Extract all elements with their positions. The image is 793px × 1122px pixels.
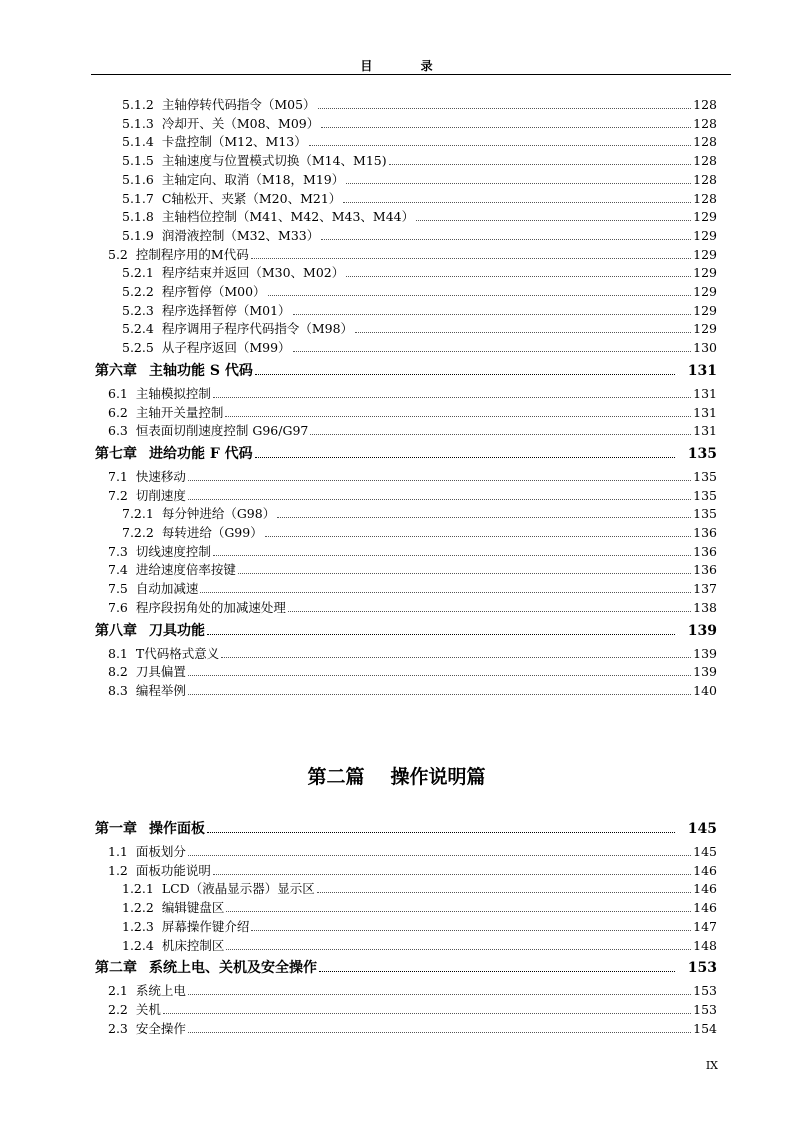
toc-entry-page: 128 (693, 190, 717, 206)
toc-entry-title: 程序结束并返回（M30、M02） (161, 265, 345, 281)
toc-entry-number: 5.1.2 (122, 97, 154, 112)
toc-leader-dots (255, 456, 675, 458)
toc-leader-dots (213, 873, 691, 875)
toc-entry-number: 5.2.4 (122, 321, 154, 337)
toc-leader-dots (321, 126, 691, 128)
toc-entry-title: 恒表面切削速度控制 G96/G97 (135, 423, 309, 439)
toc-entry-row[interactable] (108, 661, 717, 680)
header-rule (91, 74, 731, 75)
toc-leader-dots (346, 182, 691, 184)
toc-leader-dots (213, 396, 691, 398)
toc-entry-row[interactable] (108, 841, 717, 860)
toc-entry-title: 程序暂停（M00） (161, 284, 266, 299)
toc-entry-number: 7.5 (108, 581, 128, 597)
toc-entry-title: 程序段拐角处的加减速处理 (135, 599, 286, 615)
toc-entry-page: 135 (693, 506, 717, 522)
toc-entry-title: 每转进给（G99） (161, 525, 263, 540)
toc-entry-title: 进给速度倍率按键 (135, 562, 236, 578)
toc-leader-dots (188, 498, 691, 500)
toc-entry-page: 131 (687, 362, 717, 379)
toc-entry-page: 139 (693, 664, 717, 680)
toc-entry-title: 切削速度 (135, 487, 186, 503)
toc-entry-page: 153 (687, 960, 717, 977)
toc-entry-number: 7.2 (108, 487, 128, 503)
toc-entry-title: 每分钟进给（G98） (161, 506, 276, 522)
toc-leader-dots (309, 144, 691, 146)
toc-leader-dots (188, 693, 691, 695)
toc-entry-title: 主轴功能 S 代码 (149, 362, 253, 379)
toc-leader-dots (318, 107, 691, 109)
toc-entry-number: 5.1.4 (122, 134, 154, 150)
toc-entry-row[interactable] (122, 225, 717, 244)
toc-leader-dots (251, 257, 691, 259)
toc-entry-title: 屏幕操作键介绍 (161, 918, 250, 934)
toc-entry-number: 2.2 (108, 1001, 128, 1017)
toc-entry-number: 第八章 (95, 622, 137, 639)
toc-entry-title: 切线速度控制 (135, 543, 211, 559)
toc-entry-number: 1.2.2 (122, 900, 154, 916)
toc-entry-row[interactable] (122, 206, 717, 225)
toc-leader-dots (355, 331, 691, 333)
toc-leader-dots (213, 554, 691, 556)
toc-chapter-row[interactable] (95, 620, 717, 639)
toc-entry-number: 第七章 (95, 445, 137, 462)
toc-entry-number: 5.2 (108, 246, 128, 262)
toc-leader-dots (221, 656, 691, 658)
toc-entry-number: 5.1.6 (122, 171, 154, 187)
toc-leader-dots (268, 294, 691, 296)
toc-leader-dots (225, 415, 691, 417)
toc-entry-page: 129 (693, 246, 717, 262)
toc-entry-number: 第二章 (95, 960, 137, 977)
toc-leader-dots (207, 831, 675, 833)
toc-entry-page: 129 (693, 265, 717, 281)
toc-leader-dots (200, 591, 691, 593)
toc-entry-title: T代码格式意义 (135, 645, 220, 661)
toc-entry-page: 136 (693, 543, 717, 559)
toc-entry-row[interactable] (108, 244, 717, 263)
toc-entry-title: 主轴模拟控制 (135, 385, 211, 401)
toc-entry-page: 135 (693, 468, 717, 484)
toc-entry-title: 进给功能 F 代码 (149, 445, 253, 462)
toc-entry-number: 5.1.7 (122, 190, 154, 206)
toc-entry-title: 面板划分 (135, 844, 186, 859)
toc-entry-title: 主轴开关量控制 (135, 404, 224, 420)
page-number: IX (705, 1059, 718, 1072)
toc-entry-number: 1.2.1 (122, 881, 154, 897)
toc-entry-number: 5.1.5 (122, 153, 154, 169)
toc-entry-row[interactable] (122, 337, 717, 356)
toc-entry-number: 6.1 (108, 385, 128, 401)
toc-entry-number: 7.1 (108, 468, 128, 484)
toc-entry-page: 139 (687, 622, 717, 639)
toc-leader-dots (163, 1012, 691, 1014)
toc-entry-title: 主轴停转代码指令（M05） (161, 97, 316, 112)
toc-entry-row[interactable] (108, 860, 717, 879)
toc-entry-number: 1.2.4 (122, 937, 154, 953)
toc-entry-page: 153 (693, 983, 717, 999)
toc-entry-number: 1.2 (108, 862, 128, 878)
toc-chapter-row[interactable] (95, 360, 717, 379)
toc-entry-title: 程序调用子程序代码指令（M98） (161, 321, 354, 337)
toc-entry-page: 128 (693, 134, 717, 150)
toc-entry-page: 128 (693, 153, 717, 169)
toc-entry-page: 147 (693, 918, 717, 934)
toc-entry-title: 关机 (135, 1001, 161, 1017)
toc-leader-dots (251, 929, 691, 931)
toc-entry-row[interactable] (122, 131, 717, 150)
toc-entry-page: 137 (693, 581, 717, 597)
toc-entry-title: 刀具功能 (149, 622, 205, 639)
toc-entry-number: 7.3 (108, 543, 128, 559)
toc-entry-title: 主轴定向、取消（M18，M19） (161, 171, 345, 187)
toc-entry-page: 145 (693, 844, 717, 859)
toc-entry-page: 153 (693, 1001, 717, 1017)
toc-entry-row[interactable] (108, 559, 717, 578)
toc-leader-dots (188, 993, 691, 995)
toc-entry-row[interactable] (108, 980, 717, 999)
toc-chapter-row[interactable] (95, 957, 717, 976)
toc-entry-page: 148 (693, 937, 717, 953)
toc-entry-row[interactable] (108, 402, 717, 421)
toc-leader-dots (288, 610, 691, 612)
toc-leader-dots (207, 633, 675, 635)
toc-entry-title: LCD（液晶显示器）显示区 (161, 881, 315, 897)
toc-entry-number: 5.2.3 (122, 302, 154, 318)
toc-chapter-row[interactable] (95, 818, 717, 837)
toc-entry-row[interactable] (108, 680, 717, 699)
toc-entry-row[interactable] (108, 643, 717, 662)
toc-leader-dots (188, 674, 691, 676)
toc-entry-number: 1.1 (108, 844, 128, 859)
toc-entry-page: 129 (693, 227, 717, 243)
toc-entry-page: 129 (693, 284, 717, 299)
toc-leader-dots (188, 854, 691, 856)
toc-entry-row[interactable] (122, 503, 717, 522)
toc-leader-dots (238, 572, 691, 574)
toc-entry-page: 128 (693, 171, 717, 187)
toc-entry-page: 145 (687, 821, 717, 837)
toc-leader-dots (265, 535, 691, 537)
toc-entry-page: 131 (693, 423, 717, 439)
toc-entry-number: 5.2.5 (122, 340, 154, 356)
toc-entry-row[interactable] (122, 878, 717, 897)
toc-entry-title: 卡盘控制（M12、M13） (161, 134, 307, 150)
toc-entry-title: 控制程序用的M代码 (135, 246, 249, 262)
toc-entry-title: 程序选择暂停（M01） (161, 302, 291, 318)
toc-entry-title: 主轴速度与位置模式切换（M14、M15) (161, 153, 387, 169)
toc-leader-dots (310, 433, 691, 435)
toc-chapter-row[interactable] (95, 443, 717, 462)
toc-entry-title: 刀具偏置 (135, 664, 186, 680)
toc-entry-row[interactable] (122, 281, 717, 300)
toc-entry-title: 编程举例 (135, 682, 186, 698)
toc-entry-number: 5.1.3 (122, 115, 154, 131)
toc-entry-title: 主轴档位控制（M41、M42、M43、M44） (161, 209, 415, 225)
toc-leader-dots (293, 313, 691, 315)
toc-leader-dots (226, 910, 691, 912)
part-heading (0, 762, 793, 789)
toc-entry-number: 5.2.1 (122, 265, 154, 281)
toc-entry-number: 7.6 (108, 599, 128, 615)
toc-entry-page: 146 (693, 881, 717, 897)
toc-leader-dots (188, 479, 691, 481)
toc-entry-title: 面板功能说明 (135, 862, 211, 878)
toc-leader-dots (416, 219, 691, 221)
toc-leader-dots (343, 201, 691, 203)
toc-entry-row[interactable] (108, 597, 717, 616)
toc-entry-number: 7.2.1 (122, 506, 154, 522)
toc-entry-row[interactable] (122, 916, 717, 935)
toc-leader-dots (319, 970, 675, 972)
toc-entry-row[interactable] (122, 300, 717, 319)
toc-entry-row[interactable] (108, 420, 717, 439)
toc-leader-dots (346, 275, 691, 277)
toc-entry-row[interactable] (122, 150, 717, 169)
toc-entry-row[interactable] (108, 466, 717, 485)
toc-entry-row[interactable] (108, 578, 717, 597)
toc-entry-page: 131 (693, 385, 717, 401)
toc-entry-number: 2.1 (108, 983, 128, 999)
toc-entry-page: 140 (693, 682, 717, 698)
toc-entry-title: 快速移动 (135, 468, 186, 484)
toc-entry-number: 5.2.2 (122, 284, 154, 299)
toc-entry-row[interactable] (122, 262, 717, 281)
toc-entry-number: 5.1.8 (122, 209, 154, 225)
toc-entry-row[interactable] (122, 94, 717, 113)
toc-entry-page: 129 (693, 209, 717, 225)
toc-entry-page: 131 (693, 404, 717, 420)
toc-leader-dots (317, 891, 691, 893)
toc-entry-title: 系统上电、关机及安全操作 (149, 960, 317, 977)
toc-entry-page: 146 (693, 862, 717, 878)
toc-entry-row[interactable] (122, 897, 717, 916)
toc-entry-title: 安全操作 (135, 1020, 186, 1036)
toc-entry-page: 128 (693, 115, 717, 131)
toc-entry-number: 1.2.3 (122, 918, 154, 934)
toc-entry-page: 130 (693, 340, 717, 356)
toc-entry-number: 7.4 (108, 562, 128, 578)
toc-entry-number: 6.3 (108, 423, 128, 439)
toc-entry-title: 从子程序返回（M99） (161, 340, 291, 356)
toc-entry-page: 129 (693, 302, 717, 318)
toc-entry-number: 2.3 (108, 1020, 128, 1036)
toc-entry-row[interactable] (108, 999, 717, 1018)
toc-entry-row[interactable] (122, 935, 717, 954)
toc-entry-number: 7.2.2 (122, 525, 154, 540)
toc-entry-page: 136 (693, 562, 717, 578)
toc-entry-title: C轴松开、夹紧（M20、M21） (161, 190, 342, 206)
toc-entry-row[interactable] (122, 188, 717, 207)
toc-entry-page: 135 (693, 487, 717, 503)
toc-entry-number: 5.1.9 (122, 227, 154, 243)
toc-entry-page: 135 (687, 445, 717, 462)
toc-entry-number: 8.1 (108, 645, 128, 661)
toc-entry-number: 6.2 (108, 404, 128, 420)
toc-entry-row[interactable] (122, 318, 717, 337)
toc-entry-title: 系统上电 (135, 983, 186, 999)
page-header-title: 目 录 (360, 59, 455, 73)
toc-leader-dots (255, 373, 675, 375)
toc-entry-title: 编辑键盘区 (161, 900, 225, 916)
toc-leader-dots (277, 516, 691, 518)
toc-entry-row[interactable] (108, 485, 717, 504)
toc-entry-row[interactable] (108, 383, 717, 402)
toc-leader-dots (389, 163, 691, 165)
toc-entry-page: 139 (693, 645, 717, 661)
toc-entry-title: 机床控制区 (161, 937, 225, 953)
toc-leader-dots (321, 238, 691, 240)
toc-entry-row[interactable] (122, 522, 717, 541)
toc-entry-title: 操作面板 (149, 821, 205, 837)
toc-leader-dots (293, 350, 691, 352)
toc-entry-row[interactable] (122, 113, 717, 132)
toc-entry-number: 8.2 (108, 664, 128, 680)
toc-entry-number: 第一章 (95, 821, 137, 837)
toc-leader-dots (226, 948, 691, 950)
toc-entry-row[interactable] (108, 541, 717, 560)
toc-entry-page: 128 (693, 97, 717, 112)
part-heading-number: 第二篇 (307, 766, 365, 788)
toc-entry-page: 146 (693, 900, 717, 916)
toc-entry-title: 冷却开、关（M08、M09） (161, 115, 320, 131)
toc-leader-dots (188, 1031, 691, 1033)
toc-entry-number: 第六章 (95, 362, 137, 379)
toc-entry-row[interactable] (108, 1018, 717, 1037)
toc-entry-title: 润滑液控制（M32、M33） (161, 227, 320, 243)
toc-entry-page: 138 (693, 599, 717, 615)
toc-entry-number: 8.3 (108, 682, 128, 698)
toc-entry-page: 136 (693, 525, 717, 540)
toc-entry-page: 154 (693, 1020, 717, 1036)
toc-entry-page: 129 (693, 321, 717, 337)
toc-entry-title: 自动加减速 (135, 581, 199, 597)
toc-entry-row[interactable] (122, 169, 717, 188)
part-heading-title: 操作说明篇 (390, 766, 486, 788)
